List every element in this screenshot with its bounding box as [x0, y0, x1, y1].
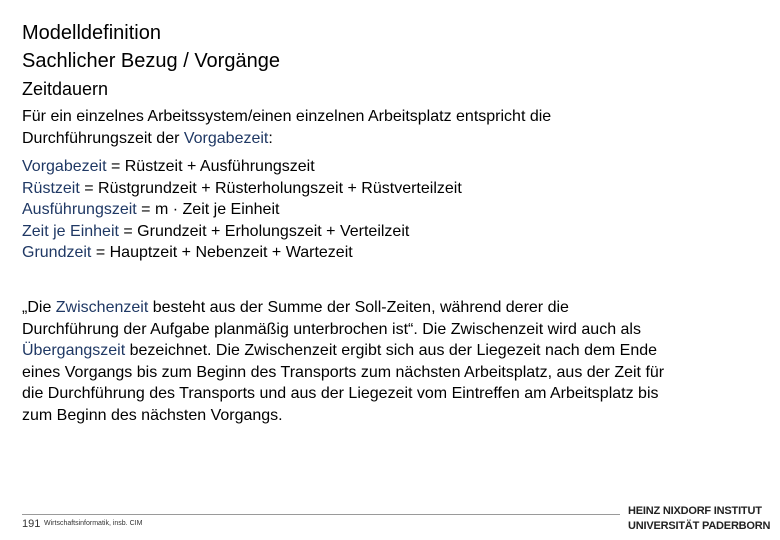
definition-row	[22, 156, 758, 178]
footer-caption: Wirtschaftsinformatik, insb. CIM	[44, 520, 143, 527]
definition-formula: = Grundzeit + Erholungszeit + Verteilzeit	[118, 222, 410, 240]
quote-line-2: Durchführung der Aufgabe planmäßig unterbrochen ist“. Die Zwischenzeit wird auch als	[22, 320, 641, 338]
definition-term: Rüstzeit	[22, 179, 80, 197]
definition-formula: = Rüstzeit + Ausführungszeit	[106, 158, 315, 175]
page-number: 191	[22, 518, 41, 530]
section-subtitle: Zeitdauern	[22, 79, 109, 99]
quote-line-3	[22, 340, 758, 362]
intro-paragraph	[22, 106, 758, 149]
institute-logo-line-2: UNIVERSITÄT PADERBORN	[628, 520, 771, 532]
definitions-list	[22, 156, 758, 264]
definition-formula: = Hauptzeit + Nebenzeit + Wartezeit	[91, 244, 353, 261]
definition-formula: = Rüstgrundzeit + Rüsterholungszeit + Rüstverteilzeit	[79, 179, 462, 197]
quote-open: „Die	[22, 299, 56, 316]
definition-term: Grundzeit	[22, 244, 92, 261]
definition-term: Vorgabezeit	[22, 158, 107, 175]
definition-term: Ausführungszeit	[22, 201, 137, 218]
intro-text: Durchführungszeit der	[22, 129, 184, 147]
quote-line-1	[22, 297, 758, 319]
quote-text: besteht aus der Summe der Soll-Zeiten, während derer die	[148, 299, 569, 316]
term-zwischenzeit: Zwischenzeit	[55, 299, 149, 316]
footer-divider	[22, 514, 620, 515]
page-title: Modelldefinition	[22, 22, 161, 44]
intro-line-2	[22, 128, 758, 150]
term-vorgabezeit: Vorgabezeit	[183, 129, 269, 147]
definition-row	[22, 221, 758, 243]
institute-logo-line-1: HEINZ NIXDORF INSTITUT	[628, 505, 762, 517]
definition-row	[22, 199, 758, 221]
quote-line-5: die Durchführung des Transports und aus der Liegezeit vom Eintreffen am Arbeitsplatz bis	[22, 385, 659, 402]
definition-term: Zeit je Einheit	[22, 222, 119, 240]
page-title-line-2: Sachlicher Bezug / Vorgänge	[22, 50, 280, 72]
definition-row	[22, 178, 758, 200]
quote-paragraph	[22, 297, 758, 426]
quote-text: bezeichnet. Die Zwischenzeit ergibt sich aus der Liegezeit nach dem Ende	[125, 342, 658, 359]
definition-row	[22, 242, 758, 264]
definition-formula: = m · Zeit je Einheit	[136, 201, 280, 218]
quote-line-6: zum Beginn des nächsten Vorgangs.	[22, 406, 283, 424]
term-uebergangszeit: Übergangszeit	[22, 342, 126, 359]
intro-colon: :	[268, 129, 273, 147]
intro-line-1: Für ein einzelnes Arbeitssystem/einen einzelnen Arbeitsplatz entspricht die	[22, 108, 552, 125]
quote-line-4: eines Vorgangs bis zum Beginn des Transports zum nächsten Arbeitsplatz, aus der Zeit für	[22, 363, 665, 381]
